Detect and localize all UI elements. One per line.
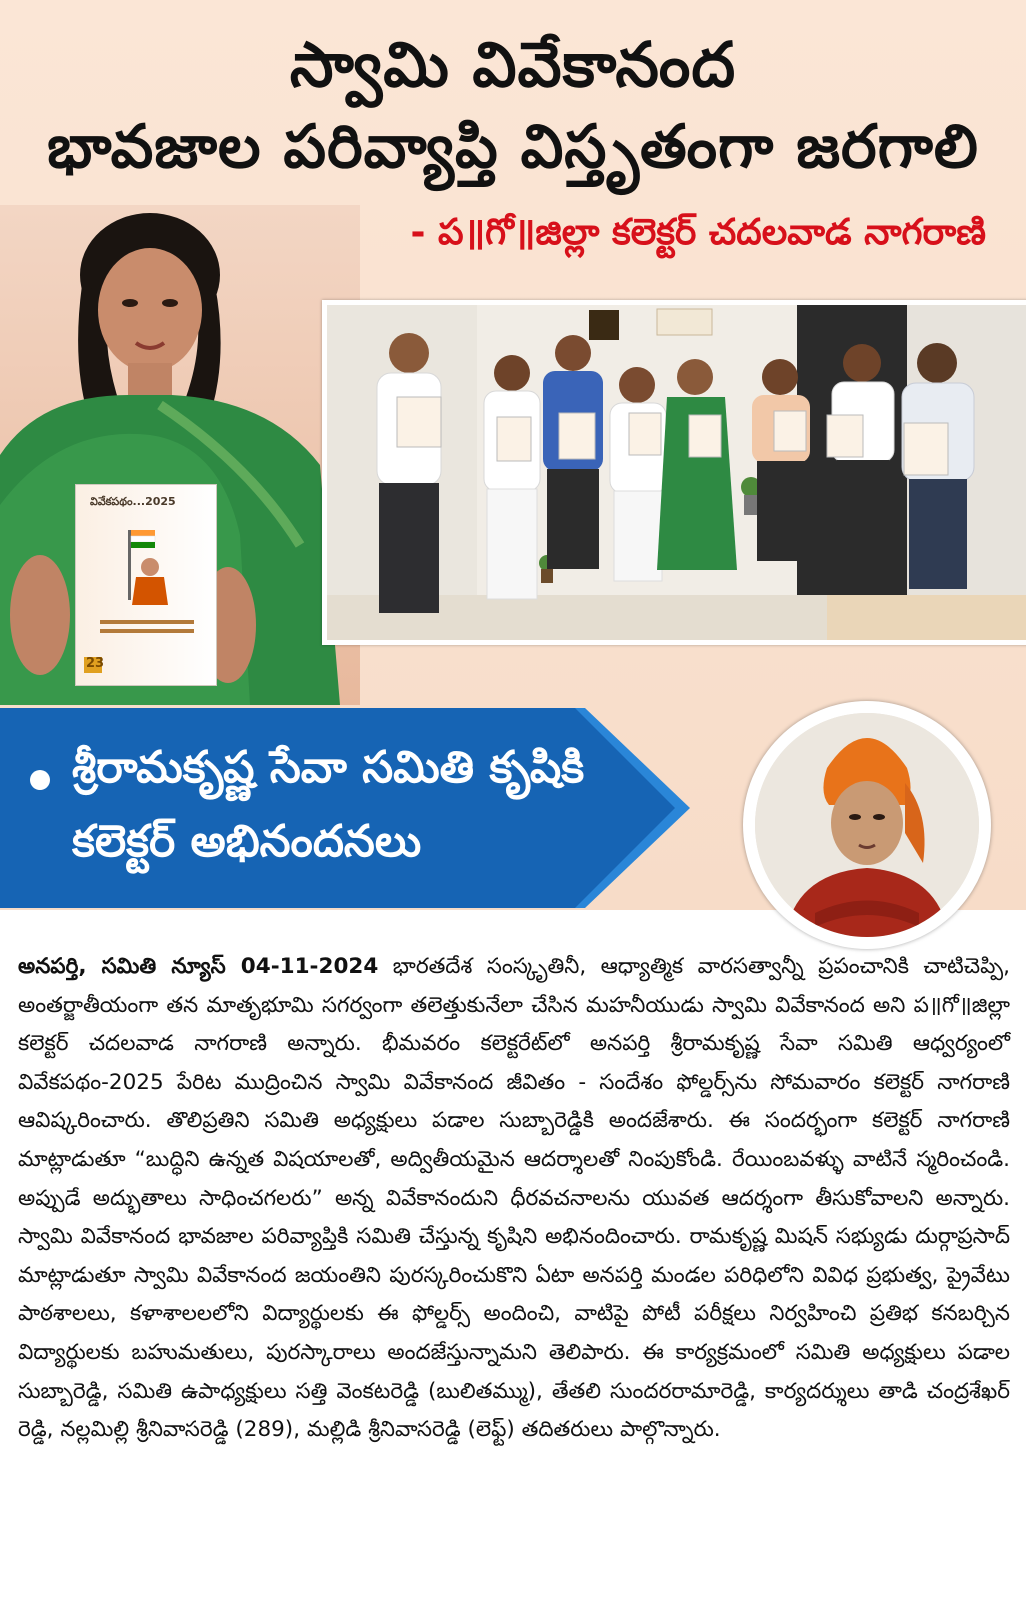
banner-shape [0,708,690,908]
headline-line-2: భావజాల పరివ్యాప్తి విస్తృతంగా జరగాలి [47,112,979,182]
folder-number: 23 [86,656,105,671]
headline-line-1: స్వామి వివేకానంద [289,28,737,101]
article-body [18,948,1010,1450]
collector-portrait [0,205,360,705]
article-dateline: అనపర్తి, సమితి న్యూస్ 04-11-2024 [18,954,379,979]
folder-title: వివేకపథం...2025 [90,495,176,508]
banner-line-2: కలెక్టర్ అభినందనలు [72,816,422,867]
article-text: భారతదేశ సంస్కృతినీ, ఆధ్యాత్మిక వారసత్వాన్నీ ప్రపంచానికి చాటిచెప్పి, అంతర్జాతీయంగా తన మాతృభూమి సగర్వంగా తలెత్తుకునేలా చేసిన మహనీయుడు స్వామి వివేకానంద అని ప॥గో॥జిల్లా కలెక్టర్ చదలవాడ నాగరాణి అన్నారు. భీమవరం కలెక్టరేట్‌లో అనపర్తి శ్రీరామకృష్ణ సేవా సమితి ఆధ్వర్యంలో వివేకపథం-2025 పేరిట ముద్రించిన స్వామి వివేకానంద జీవితం - సందేశం ఫోల్డర్స్‌ను సోమవారం కలెక్టర్ నాగరాణి ఆవిష్కరించారు. తొలిప్రతిని సమితి అధ్యక్షులు పడాల సుబ్బారెడ్డికి అందజేశారు. ఈ సందర్భంగా కలెక్టర్ నాగరాణి మాట్లాడుతూ “బుద్ధిని ఉన్నత విషయాలతో, అద్వితీయమైన ఆదర్శాలతో నింపుకోండి. రేయింబవళ్ళు వాటినే స్మరించండి. అప్పుడే అద్భుతాలు సాధించగలరు” అన్న వివేకానందుని ధీరవచనాలను యువత ఆదర్శంగా తీసుకోవాలని అన్నారు. స్వామి వివేకానంద భావజాల పరివ్యాప్తికి సమితి చేస్తున్న కృషిని అభినందించారు. రామకృష్ణ మిషన్ సభ్యుడు దుర్గాప్రసాద్ మాట్లాడుతూ స్వామి వివేకానంద జయంతిని పురస్కరించుకొని ఏటా అనపర్తి మండల పరిధిలోని వివిధ ప్రభుత్వ, ప్రైవేటు పాఠశాలలు, కళాశాలలలోని విద్యార్థులకు ఈ ఫోల్డర్స్ అందించి, వాటిపై పోటీ పరీక్షలు నిర్వహించి ప్రతిభ కనబర్చిన విద్యార్థులకు బహుమతులు, పురస్కారాలు అందజేస్తున్నామని తెలిపారు. ఈ కార్యక్రమంలో సమితి అధ్యక్షులు పడాల సుబ్బారెడ్డి, సమితి ఉపాధ్యక్షులు సత్తి వెంకటరెడ్డి (బులితమ్ము), తేతలి సుందరరామారెడ్డి, కార్యదర్శులు తాడి చంద్రశేఖర్ రెడ్డి, నల్లమిల్లి శ్రీనివాసరెడ్డి (289), మల్లిడి శ్రీనివాసరెడ్డి (లెఫ్ట్) తదితరులు పాల్గొన్నారు. [18,954,1010,1443]
vivekananda-portrait [755,713,979,937]
banner-line-1: శ్రీరామకృష్ణ సేవా సమితి కృషికి [72,742,585,793]
banner-bullet-icon [30,770,50,790]
group-photo-illustration [327,305,1026,640]
byline: - ప॥గో॥జిల్లా కలెక్టర్ చదలవాడ నాగరాణి [410,212,986,253]
collector-portrait-illustration [0,205,360,705]
group-photo [322,300,1026,645]
vivekananda-portrait-illustration [755,713,979,937]
